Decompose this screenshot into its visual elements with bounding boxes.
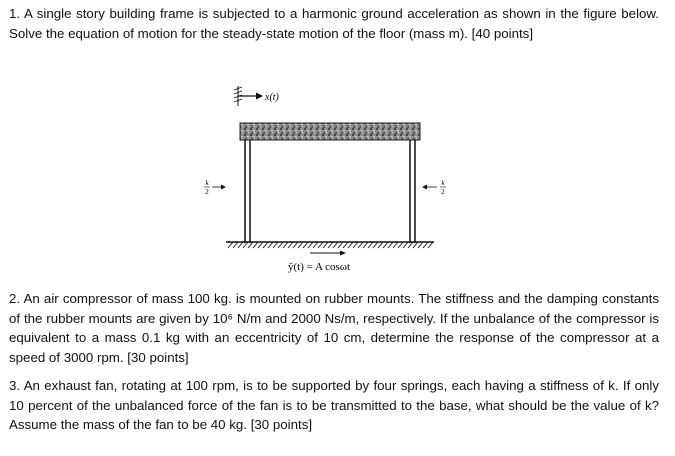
problem-1-text: A single story building frame is subjected to a harmonic ground acceleration as shown in the figure below. Solve the equation of motion for the steady-state motion of the floor (mass m). [40 points] [9, 6, 659, 41]
right-column [410, 140, 415, 243]
svg-text:k: k [205, 179, 209, 187]
displacement-label: x(t) [265, 92, 279, 103]
ground-acceleration-label: ÿ(t) = A cosωt [288, 261, 351, 273]
problem-3-number: 3. [9, 378, 21, 393]
problem-1-number: 1. [9, 6, 21, 21]
right-stiffness-label [422, 179, 446, 196]
problem-3 [9, 376, 659, 435]
problem-2-text: An air compressor of mass 100 kg. is mounted on rubber mounts. The stiffness and the damping constants of the rubber mounts are given by 10⁶ N/m and 2000 Ns/m, respectively. If the unbalance of the compressor is equivalent to a mass 0.1 kg with an eccentricity of 10 cm, determine the response of the compressor at a speed of 3000 rpm. [30 points] [9, 291, 659, 365]
svg-text:2: 2 [205, 188, 209, 196]
problem-2-number: 2. [9, 291, 21, 306]
ground [226, 242, 434, 248]
left-stiffness-label [204, 179, 226, 196]
problem-2 [9, 289, 659, 367]
floor-slab [240, 123, 420, 140]
displacement-arrow [234, 86, 263, 106]
svg-text:2: 2 [441, 188, 445, 196]
problem-3-text: An exhaust fan, rotating at 100 rpm, is to be supported by four springs, each having a stiffness of k. If only 10 percent of the unbalanced force of the fan is to be transmitted to the base, what should be the value of k? Assume the mass of the fan to be 40 kg. [30 points] [9, 378, 659, 432]
svg-text:k: k [441, 179, 445, 187]
ground-acceleration-arrow [310, 251, 346, 256]
left-column [245, 140, 250, 243]
building-frame-figure [196, 86, 458, 276]
problem-1 [9, 4, 659, 43]
